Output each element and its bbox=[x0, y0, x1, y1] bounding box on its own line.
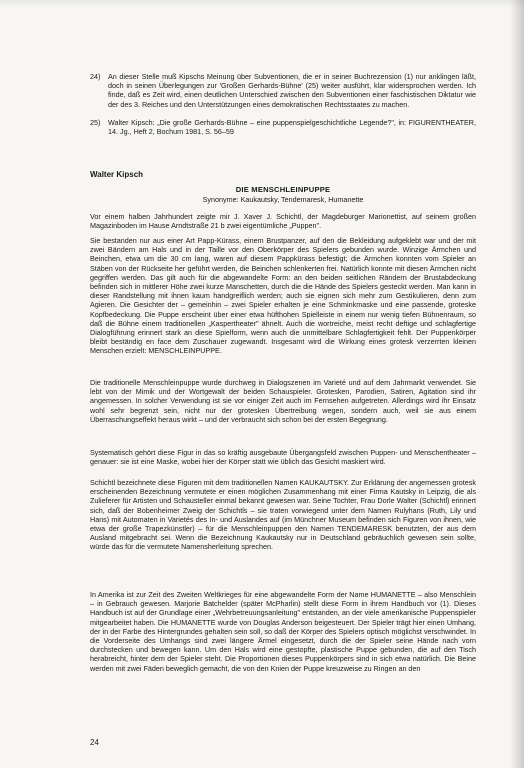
footnote-number: 25) bbox=[90, 118, 101, 127]
article-synonyms: Synonyme: Kaukautsky, Tendemaresk, Humanette bbox=[202, 195, 364, 204]
paragraph-naming: Schichtl bezeichnete diese Figuren mit dem traditionellen Namen KAUKAUTSKY. Zur Erklärung der angemessen grotesk erscheinenden Bezeichnung vermutete er einen möglichen Zusammenhang mit einer Firma Kautsky in Leipzig, die als Zulieferer für Artisten und Schausteller einmal bekannt gewesen war. Seine Tochter, Frau Dorle Walter (Schichtl) erinnert sich, daß der Bobenheimer Zweig der Schichtls – sie traten vorwiegend unter dem Namen Rulyhans (Ruth, Lily und Hans) mit Automaten in Varietés des In- und Auslandes auf (im Münchner Museum befinden sich Figuren von ihnen, wie etwa der große Trapezkünstler) – für die Menschleinpuppen den Namen TENDEMARESK benutzten, der aus dem Ausland mitgebracht sei. Wenn die Bezeichnung Kaukautsky nur in Deutschland gebräuchlich gewesen sein sollte, würde das für die vermutete Namensherleitung sprechen. bbox=[90, 478, 476, 552]
page-number: 24 bbox=[90, 738, 99, 747]
article-author: Walter Kipsch bbox=[90, 170, 144, 179]
footnote-text: An dieser Stelle muß Kipschs Meinung über Subventionen, die er in seiner Buchrezension (1) nur anklingen läßt, doch in seinen Überlegungen zur 'Großen Gerhards-Bühne' (25) weiter ausführt, klar widersprochen werden. Ich finde, daß es Zeit wird, einen deutlichen Unterschied zwischen den Subventionen einer faschistischen Diktatur wie der des 3. Reiches und den Unterstützungen eines demokratischen Rechtsstaates zu machen. bbox=[108, 72, 476, 109]
footnote-text: Walter Kipsch: „Die große Gerhards-Bühne – eine puppenspielgeschichtliche Legende?", in: FIGURENTHEATER, 14. Jg., Heft 2, Bochum 1981, S. 56–59 bbox=[108, 118, 476, 137]
scan-top-shadow bbox=[0, 0, 524, 8]
paragraph-humanette: In Amerika ist zur Zeit des Zweiten Weltkrieges für eine abgewandelte Form der Name HUMANETTE – also Menschlein – in Gebrauch gewesen. Marjorie Batchelder (später McPharlin) stellt diese Form in ihrem Handbuch vor (1). Dieses Handbuch ist auf der Grundlage einer „Wehrbetreuungsanleitung" entstanden, an der viele amerikanische Puppenspieler mitgearbeitet haben. Die HUMANETTE wurde von Douglas Anderson beigesteuert. Der Spieler trägt hier einen Umhang, der in der Farbe des Hintergrundes gehalten sein soll, so daß der Körper des Spielers optisch möglichst verschwindet. In die Vorderseite des Umhangs sind zwei längere Ärmel eingesetzt, durch die der Spieler seine Hände nach vorn durchstecken und bewegen kann. Um den Hals wird eine gestopfte, plastische Puppe gebunden, die auf den Tisch herabreicht, hinter dem der Spieler steht. Die Proportionen dieses Puppenkörpers sind in sich etwa natürlich. Die Beine werden mit zwei Fäden beweglich gemacht, die von den Knien der Puppe kreuzweise zu Ringen an den bbox=[90, 590, 476, 673]
paragraph-intro: Vor einem halben Jahrhundert zeigte mir J. Xaver J. Schichtl, der Magdeburger Marionettist, auf seinem großen Magazinboden im Hause Arndtstraße 21 b zwei eigentümliche „Puppen". bbox=[90, 212, 476, 231]
paragraph-description: Sie bestanden nur aus einer Art Papp-Kürass, einem Brustpanzer, auf den die Bekleidung aufgeklebt war und der mit zwei Bändern am Hals und in der Taille vor den Oberkörper des Spielers gebunden wurde. Winzige Ärmchen und Beinchen, etwa um die 30 cm lang, waren auf diesem Pappkürass befestigt; die Ärmchen konnten vom Spieler an Stäben von der Rückseite her geführt werden, die Beinchen schlenkerten frei. Natürlich konnte mit diesen Ärmchen nicht gegriffen werden. Das gilt auch für die abgewandelte Form: an den beiden seitlichen Rändern der Brustabdeckung befinden sich in mittlerer Höhe zwei kurze Manschetten, durch die die Hände des Spielers gesteckt werden. Man kann in dieser Randstellung mit ihnen kaum handgreiflich werden; auch sie eignen sich mehr zum Gestikulieren, denn zum Agieren. Die Gesichter der – gemeinhin – zwei Spieler erhalten je eine Schminkmaske und eine passende, groteske Kopfbedeckung. Die Puppe erscheint über einer etwa hüfthohen Spielleiste in einem nur wenig tiefen Bühnenraum, so daß die Bühne einem traditionellen „Kaspertheater" ähnelt. Auch die wortreiche, meist recht deftige und schlagfertige Dialogführung erinnert stark an diese Spielform, wenn auch die unmittelbare Schlagfertigkeit fehlt. Der Puppenkörper bleibt beständig en face dem Zuschauer zugewandt. Insgesamt wird die Wirkung eines grotesk verzerrten kleinen Menschen erzielt: MENSCHLEINPUPPE. bbox=[90, 236, 476, 356]
article-title: DIE MENSCHLEINPUPPE bbox=[235, 185, 331, 194]
paragraph-systematics: Systematisch gehört diese Figur in das so kräftig ausgebaute Übergangsfeld zwischen Puppen- und Menschentheater – genauer: sie ist eine Maske, wobei hier der Körper statt wie üblich das Gesicht maskiert wird. bbox=[90, 448, 476, 467]
scan-edge-shadow bbox=[510, 0, 524, 768]
paragraph-usage: Die traditionelle Menschleinpuppe wurde durchweg in Dialogszenen im Varieté und auf dem Jahrmarkt verwendet. Sie lebt von der Mimik und der Wortgewalt der beiden Schauspieler. Grotesken, Parodien, Satiren, Agitation sind ihr angemessen. In solcher Verwendung ist sie vor einiger Zeit auch im Fernsehen aufgetreten. Allerdings wird ihr Einsatz wohl sehr begrenzt sein, nicht nur der grotesken Übertreibung wegen, sondern auch, weil sie aus einem Überraschungseffekt heraus wirkt – und der verbraucht sich schon bei der ersten Begegnung. bbox=[90, 378, 476, 424]
footnote-number: 24) bbox=[90, 72, 101, 81]
